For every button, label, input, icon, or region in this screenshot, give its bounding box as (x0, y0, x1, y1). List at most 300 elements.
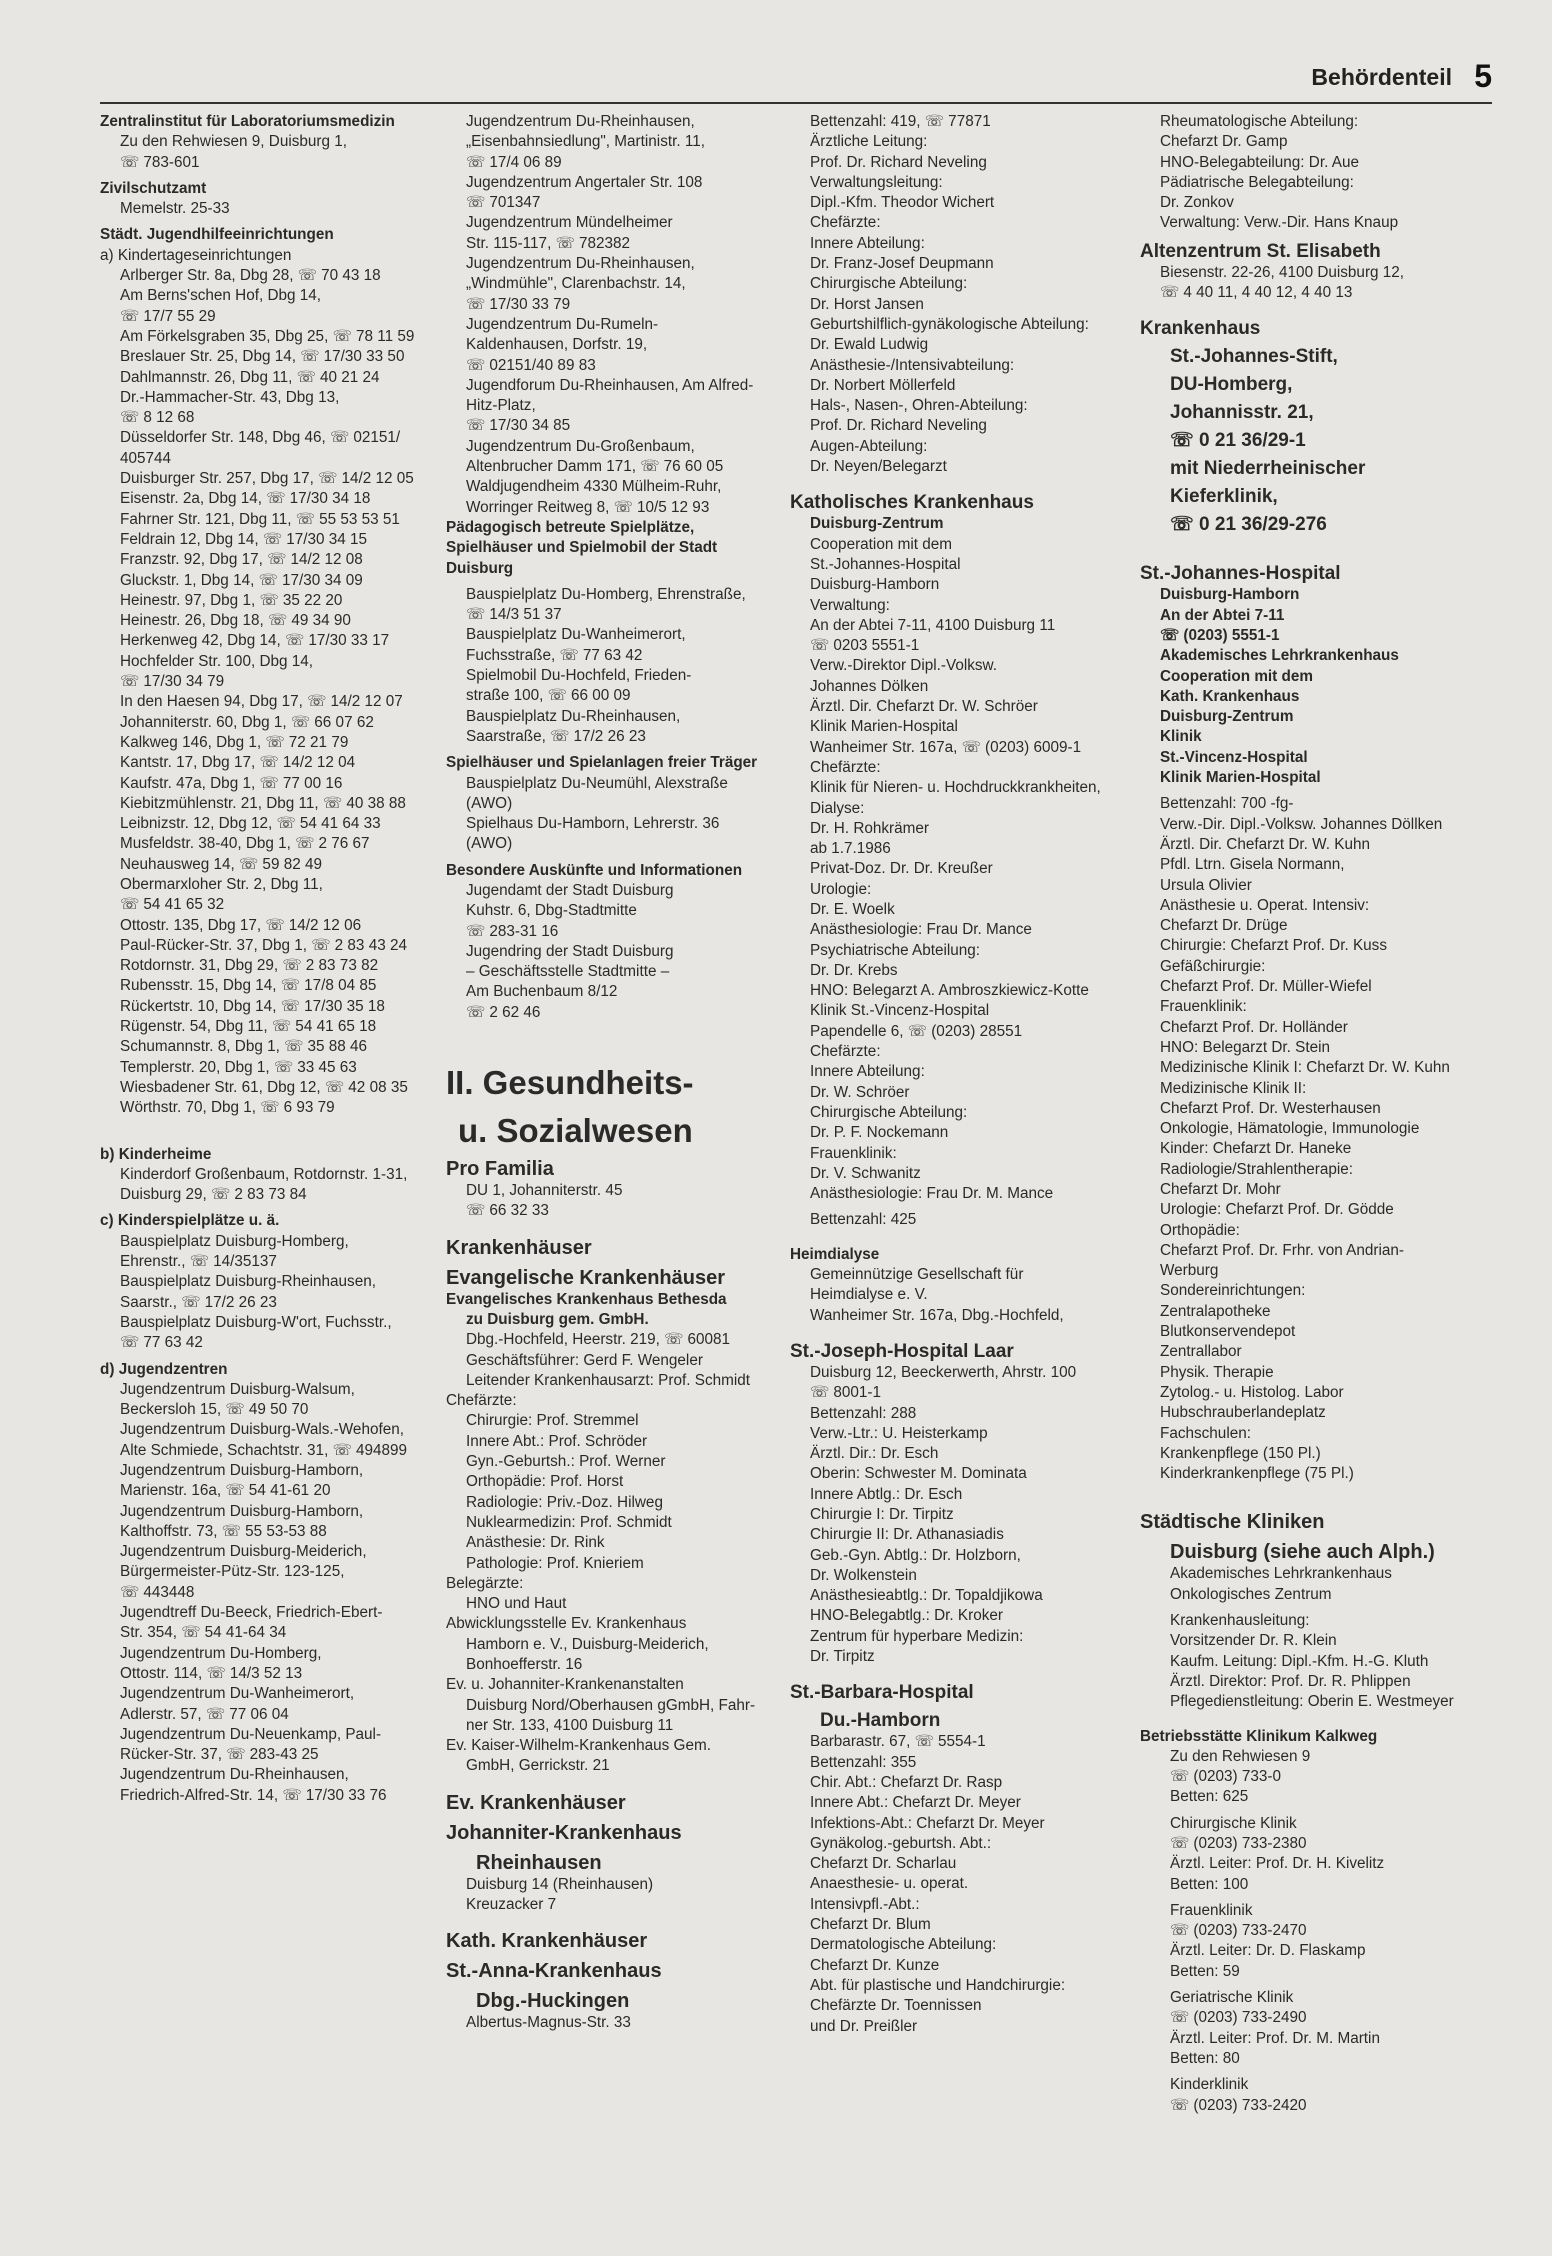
directory-line: Gluckstr. 1, Dbg 14, ☏ 17/30 34 09 (120, 571, 363, 589)
directory-line: Chefarzt Prof. Dr. Müller-Wiefel (1160, 978, 1372, 996)
directory-line: Chefärzte Dr. Toennissen (810, 1997, 982, 2015)
directory-line: Onkologie, Hämatologie, Immunologie (1160, 1120, 1420, 1138)
directory-line: Str. 115-117, ☏ 782382 (466, 234, 630, 252)
directory-line: Rotdornstr. 31, Dbg 29, ☏ 2 83 73 82 (120, 957, 379, 975)
directory-line: zu Duisburg gem. GmbH. (466, 1310, 649, 1328)
directory-line: Rubensstr. 15, Dbg 14, ☏ 17/8 04 85 (120, 977, 377, 995)
directory-line: Pädiatrische Belegabteilung: (1160, 173, 1354, 191)
directory-line: Innere Abt.: Chefarzt Dr. Meyer (810, 1794, 1021, 1812)
directory-line: Johanniterstr. 60, Dbg 1, ☏ 66 07 62 (120, 713, 374, 731)
column-4 (1140, 112, 1492, 2232)
directory-line: Am Förkelsgraben 35, Dbg 25, ☏ 78 11 59 (120, 327, 415, 345)
directory-line: Ärztl. Leiter: Prof. Dr. M. Martin (1170, 2029, 1380, 2047)
directory-line: Klinik St.-Vincenz-Hospital (810, 1002, 990, 1020)
directory-line: Str. 354, ☏ 54 41-64 34 (120, 1624, 287, 1642)
directory-line: Du.-Hamborn (820, 1710, 941, 1732)
directory-line: Dialyse: (810, 799, 865, 817)
directory-line: Ärztl. Dir.: Dr. Esch (810, 1445, 939, 1463)
directory-line: Duisburg 12, Beeckerwerth, Ahrstr. 100 (810, 1363, 1077, 1381)
directory-line: Psychiatrische Abteilung: (810, 941, 981, 959)
directory-line: Verwaltung: (810, 596, 890, 614)
directory-line: Betten: 625 (1170, 1788, 1249, 1806)
directory-line: Jugendzentrum Duisburg-Wals.-Wehofen, (120, 1421, 404, 1439)
directory-line: Katholisches Krankenhaus (790, 492, 1034, 514)
directory-line: Städt. Jugendhilfeeinrichtungen (100, 226, 334, 244)
directory-line: Ärztl. Dir. Chefarzt Dr. W. Schröer (810, 698, 1038, 716)
directory-line: Chirurgische Klinik (1170, 1814, 1297, 1832)
directory-line: Fahrner Str. 121, Dbg 11, ☏ 55 53 53 51 (120, 510, 400, 528)
directory-line: Ärztliche Leitung: (810, 133, 928, 151)
directory-line: c) Kinderspielplätze u. ä. (100, 1212, 280, 1230)
directory-line: Orthopädie: (1160, 1221, 1240, 1239)
directory-line: Dr. P. F. Nockemann (810, 1124, 949, 1142)
section-title: Behördenteil (1311, 64, 1452, 90)
directory-line: Dbg.-Huckingen (476, 1990, 630, 2013)
directory-line: Krankenhaus (1140, 318, 1261, 340)
directory-line: Jugendzentrum Du-Rheinhausen, (466, 255, 695, 273)
directory-line: Bauspielplatz Du-Neumühl, Alexstraße (466, 774, 728, 792)
directory-line: Jugendzentrum Du-Rheinhausen, (120, 1766, 349, 1784)
directory-line: DU 1, Johanniterstr. 45 (466, 1182, 623, 1200)
directory-line: Chefärzte: (810, 1043, 881, 1061)
directory-line: Am Buchenbaum 8/12 (466, 983, 618, 1001)
directory-line: Zu den Rehwiesen 9, Duisburg 1, (120, 133, 348, 151)
directory-line: Paul-Rücker-Str. 37, Dbg 1, ☏ 2 83 43 24 (120, 936, 407, 954)
directory-line: a) Kindertageseinrichtungen (100, 246, 292, 264)
directory-line: Duisburg Nord/Oberhausen gGmbH, Fahr- (466, 1696, 756, 1714)
directory-line: An der Abtei 7-11 (1160, 606, 1285, 624)
directory-line: ☏ 0 21 36/29-276 (1170, 514, 1327, 536)
directory-line: Dr. Wolkenstein (810, 1566, 917, 1584)
directory-line: Dr. Horst Jansen (810, 295, 924, 313)
directory-line: Abwicklungsstelle Ev. Krankenhaus (446, 1615, 687, 1633)
directory-line: ☏ 17/30 34 79 (120, 673, 225, 691)
directory-line: ☏ 783-601 (120, 153, 200, 171)
directory-line: Düsseldorfer Str. 148, Dbg 46, ☏ 02151/ (120, 429, 401, 447)
directory-line: Kaufstr. 47a, Dbg 1, ☏ 77 00 16 (120, 774, 343, 792)
directory-line: Kaufm. Leitung: Dipl.-Kfm. H.-G. Kluth (1170, 1652, 1429, 1670)
directory-line: Dr.-Hammacher-Str. 43, Dbg 13, (120, 388, 340, 406)
directory-line: ☏ 283-31 16 (466, 922, 559, 940)
directory-line: Wiesbadener Str. 61, Dbg 12, ☏ 42 08 35 (120, 1078, 408, 1096)
directory-line: Werburg (1160, 1262, 1219, 1280)
directory-line: Chefärzte: (810, 214, 881, 232)
directory-line: Kalthoffstr. 73, ☏ 55 53-53 88 (120, 1522, 327, 1540)
directory-line: II. Gesundheits- (446, 1064, 694, 1102)
directory-line: Anästhesie-/Intensivabteilung: (810, 356, 1015, 374)
directory-line: Intensivpfl.-Abt.: (810, 1895, 920, 1913)
directory-line: Hals-, Nasen-, Ohren-Abteilung: (810, 397, 1028, 415)
directory-line: Jugendzentrum Duisburg-Meiderich, (120, 1543, 367, 1561)
directory-line: Zentrum für hyperbare Medizin: (810, 1627, 1024, 1645)
directory-line: Radiologie/Strahlentherapie: (1160, 1160, 1354, 1178)
directory-line: Feldrain 12, Dbg 14, ☏ 17/30 34 15 (120, 530, 368, 548)
directory-line: Jugendzentrum Du-Neuenkamp, Paul- (120, 1725, 382, 1743)
directory-line: (AWO) (466, 835, 513, 853)
directory-line: Medizinische Klinik II: (1160, 1079, 1307, 1097)
directory-line: ☏ 77 63 42 (120, 1334, 203, 1352)
directory-line: Kaldenhausen, Dorfstr. 19, (466, 336, 648, 354)
directory-line: Dr. Tirpitz (810, 1648, 875, 1666)
directory-line: Pflegedienstleitung: Oberin E. Westmeyer (1170, 1693, 1454, 1711)
directory-line: Chefarzt Prof. Dr. Holländer (1160, 1018, 1348, 1036)
directory-line: Kinderdorf Großenbaum, Rotdornstr. 1-31, (120, 1165, 408, 1183)
page-header (100, 58, 1492, 104)
directory-line: Frauenklinik (1170, 1901, 1253, 1919)
directory-line: Chefarzt Prof. Dr. Westerhausen (1160, 1099, 1381, 1117)
directory-line: Heimdialyse e. V. (810, 1286, 928, 1304)
directory-line: Kinderklinik (1170, 2076, 1249, 2094)
directory-line: Jugendzentrum Duisburg-Walsum, (120, 1380, 355, 1398)
directory-line: Neuhausweg 14, ☏ 59 82 49 (120, 855, 322, 873)
directory-line: Onkologisches Zentrum (1170, 1585, 1332, 1603)
directory-line: Biesenstr. 22-26, 4100 Duisburg 12, (1160, 263, 1405, 281)
directory-line: Rückertstr. 10, Dbg 14, ☏ 17/30 35 18 (120, 997, 385, 1015)
directory-line: Anaesthesie- u. operat. (810, 1875, 969, 1893)
directory-line: straße 100, ☏ 66 00 09 (466, 687, 631, 705)
directory-line: HNO: Belegarzt Dr. Stein (1160, 1038, 1331, 1056)
directory-line: DU-Homberg, (1170, 374, 1293, 396)
directory-line: Herkenweg 42, Dbg 14, ☏ 17/30 33 17 (120, 632, 390, 650)
directory-line: Leitender Krankenhausarzt: Prof. Schmidt (466, 1371, 750, 1389)
directory-line: Chefarzt Prof. Dr. Frhr. von Andrian- (1160, 1241, 1404, 1259)
directory-line: Verw.-Dir. Dipl.-Volksw. Johannes Döllken (1160, 815, 1443, 833)
directory-line: Infektions-Abt.: Chefarzt Dr. Meyer (810, 1814, 1045, 1832)
directory-line: Ärztl. Direktor: Prof. Dr. R. Phlippen (1170, 1672, 1411, 1690)
column-1 (100, 112, 440, 2232)
directory-line: ☏ (0203) 733-2490 (1170, 2009, 1307, 2027)
directory-line: ☏ 02151/40 89 83 (466, 356, 596, 374)
directory-line: Wörthstr. 70, Dbg 1, ☏ 6 93 79 (120, 1099, 335, 1117)
directory-line: Blutkonservendepot (1160, 1323, 1296, 1341)
directory-line: ☏ 8 12 68 (120, 409, 195, 427)
directory-line: Dr. Norbert Möllerfeld (810, 376, 956, 394)
directory-line: ☏ 17/30 34 85 (466, 417, 571, 435)
directory-line: Pro Familia (446, 1158, 554, 1181)
directory-line: Gynäkolog.-geburtsh. Abt.: (810, 1834, 992, 1852)
directory-line: Ärztl. Leiter: Dr. D. Flaskamp (1170, 1942, 1366, 1960)
directory-line: Dahlmannstr. 26, Dbg 11, ☏ 40 21 24 (120, 368, 380, 386)
directory-line: Johanniter-Krankenhaus (446, 1821, 682, 1844)
directory-line: Ursula Olivier (1160, 876, 1252, 894)
directory-line: „Windmühle", Clarenbachstr. 14, (466, 275, 686, 293)
directory-line: Ärztl. Dir. Chefarzt Dr. W. Kuhn (1160, 835, 1370, 853)
directory-line: Wanheimer Str. 167a, Dbg.-Hochfeld, (810, 1306, 1064, 1324)
directory-line: Chefärzte: (810, 758, 881, 776)
directory-line: ☏ 2 62 46 (466, 1003, 541, 1021)
directory-line: Krankenhäuser (446, 1236, 592, 1259)
directory-line: Abt. für plastische und Handchirurgie: (810, 1976, 1066, 1994)
directory-line: Chefärzte: (446, 1392, 517, 1410)
directory-line: Jugendring der Stadt Duisburg (466, 942, 674, 960)
directory-line: ☏ (0203) 733-0 (1170, 1768, 1281, 1786)
directory-line: Betten: 100 (1170, 1875, 1249, 1893)
directory-line: GmbH, Gerrickstr. 21 (466, 1757, 610, 1775)
directory-line: Bonhoefferstr. 16 (466, 1656, 583, 1673)
directory-line: Pfdl. Ltrn. Gisela Normann, (1160, 856, 1345, 874)
directory-line: Chefarzt Dr. Gamp (1160, 133, 1288, 151)
directory-line: Sondereinrichtungen: (1160, 1282, 1306, 1300)
directory-line: Jugendzentrum Duisburg-Hamborn, (120, 1502, 364, 1520)
directory-line: Altenzentrum St. Elisabeth (1140, 240, 1381, 262)
directory-line: Frauenklinik: (1160, 998, 1247, 1016)
directory-line: St.-Anna-Krankenhaus (446, 1960, 662, 1983)
directory-line: St.-Vincenz-Hospital (1160, 748, 1308, 766)
directory-line: ☏ 17/7 55 29 (120, 307, 216, 325)
directory-line: Kantstr. 17, Dbg 17, ☏ 14/2 12 04 (120, 754, 356, 772)
directory-line: Anästhesiologie: Frau Dr. Mance (810, 921, 1032, 939)
directory-line: und Dr. Preißler (810, 2017, 918, 2035)
directory-line: Dr. Neyen/Belegarzt (810, 458, 947, 476)
directory-line: Waldjugendheim 4330 Mülheim-Ruhr, (466, 478, 722, 496)
directory-line: Betten: 80 (1170, 2049, 1240, 2067)
directory-line: ☏ 4 40 11, 4 40 12, 4 40 13 (1160, 284, 1353, 302)
directory-line: ☏ 701347 (466, 194, 541, 212)
directory-line: Bettenzahl: 355 (810, 1753, 917, 1771)
directory-line: Städtische Kliniken (1140, 1511, 1325, 1534)
directory-line: d) Jugendzentren (100, 1360, 228, 1378)
directory-line: Dr. Zonkov (1160, 194, 1234, 212)
directory-line: „Eisenbahnsiedlung", Martinistr. 11, (466, 133, 705, 151)
directory-line: Albertus-Magnus-Str. 33 (466, 2014, 631, 2032)
directory-line: Rücker-Str. 37, ☏ 283-43 25 (120, 1746, 319, 1764)
directory-line: HNO-Belegabteilung: Dr. Aue (1160, 153, 1359, 171)
directory-line: Jugendzentrum Du-Homberg, (120, 1644, 322, 1662)
directory-line: Evangelische Krankenhäuser (446, 1266, 726, 1289)
directory-line: Chefarzt Dr. Scharlau (810, 1855, 957, 1873)
directory-line: Gyn.-Geburtsh.: Prof. Werner (466, 1453, 666, 1471)
directory-line: Duisburg (siehe auch Alph.) (1170, 1541, 1435, 1564)
directory-line: Jugendtreff Du-Beeck, Friedrich-Ebert- (120, 1604, 383, 1622)
directory-line: Anästhesie: Dr. Rink (466, 1534, 605, 1552)
directory-line: An der Abtei 7-11, 4100 Duisburg 11 (810, 616, 1056, 634)
directory-line: Heinestr. 26, Dbg 18, ☏ 49 34 90 (120, 612, 351, 630)
directory-line: Physik. Therapie (1160, 1363, 1274, 1381)
directory-line: Prof. Dr. Richard Neveling (810, 417, 987, 435)
directory-line: Hitz-Platz, (466, 397, 536, 415)
directory-line: Duisburg 14 (Rheinhausen) (466, 1875, 654, 1893)
directory-line: Kath. Krankenhaus (1160, 687, 1300, 705)
directory-line: Breslauer Str. 25, Dbg 14, ☏ 17/30 33 50 (120, 348, 405, 366)
directory-line: Hamborn e. V., Duisburg-Meiderich, (466, 1635, 709, 1653)
directory-line: Verwaltung: Verw.-Dir. Hans Knaup (1160, 214, 1399, 232)
directory-line: Rheumatologische Abteilung: (1160, 113, 1359, 130)
directory-line: Musfeldstr. 38-40, Dbg 1, ☏ 2 76 67 (120, 835, 370, 853)
directory-line: u. Sozialwesen (458, 1112, 693, 1150)
directory-line: Innere Abteilung: (810, 1063, 925, 1081)
directory-line: ☏ 0 21 36/29-1 (1170, 430, 1306, 452)
directory-line: Dr. Dr. Krebs (810, 961, 898, 979)
directory-line: Duisburg-Hamborn (810, 576, 940, 594)
directory-line: Kinder: Chefarzt Dr. Haneke (1160, 1140, 1352, 1158)
directory-line: – Geschäftsstelle Stadtmitte – (466, 963, 670, 981)
directory-line: Nuklearmedizin: Prof. Schmidt (466, 1513, 672, 1531)
directory-line: Klinik Marien-Hospital (810, 718, 958, 736)
directory-line: 405744 (120, 449, 172, 467)
directory-line: Spielmobil Du-Hochfeld, Frieden- (466, 667, 692, 685)
directory-line: Kiebitzmühlenstr. 21, Dbg 11, ☏ 40 38 88 (120, 794, 406, 812)
directory-line: Hubschrauberlandeplatz (1160, 1404, 1326, 1422)
directory-line: Duisburg-Hamborn (1160, 586, 1300, 604)
directory-line: Vorsitzender Dr. R. Klein (1170, 1632, 1337, 1650)
directory-line: Schumannstr. 8, Dbg 1, ☏ 35 88 46 (120, 1038, 368, 1056)
directory-line: Duisburg-Zentrum (1160, 708, 1294, 726)
directory-line: St.-Joseph-Hospital Laar (790, 1340, 1014, 1362)
directory-line: Zivilschutzamt (100, 179, 207, 197)
directory-line: Urologie: Chefarzt Prof. Dr. Gödde (1160, 1201, 1394, 1219)
directory-line: St.-Johannes-Hospital (1140, 563, 1341, 585)
directory-line: Chir. Abt.: Chefarzt Dr. Rasp (810, 1773, 1003, 1791)
directory-line: Ev. Kaiser-Wilhelm-Krankenhaus Gem. (446, 1737, 711, 1755)
directory-line: Chirurgische Abteilung: (810, 1103, 968, 1121)
directory-line: Fachschulen: (1160, 1424, 1251, 1442)
directory-line: Kuhstr. 6, Dbg-Stadtmitte (466, 902, 637, 920)
directory-line: ☏ 54 41 65 32 (120, 896, 225, 914)
directory-line: Franzstr. 92, Dbg 17, ☏ 14/2 12 08 (120, 551, 363, 569)
directory-line: Leibnizstr. 12, Dbg 12, ☏ 54 41 64 33 (120, 815, 381, 833)
directory-line: Bauspielplatz Duisburg-W'ort, Fuchsstr., (120, 1313, 392, 1331)
directory-line: Jugendforum Du-Rheinhausen, Am Alfred- (466, 376, 754, 394)
directory-line: Chefarzt Dr. Mohr (1160, 1180, 1281, 1198)
directory-line: Duisburg (446, 559, 514, 577)
directory-line: Spielhäuser und Spielanlagen freier Träger (446, 754, 758, 772)
directory-line: Augen-Abteilung: (810, 437, 928, 455)
directory-line: Ev. u. Johanniter-Krankenanstalten (446, 1676, 684, 1694)
directory-line: Zentralapotheke (1160, 1302, 1271, 1320)
directory-line: Chefarzt Dr. Drüge (1160, 917, 1288, 935)
directory-line: Dr. W. Schröer (810, 1083, 910, 1101)
directory-line: Oberin: Schwester M. Dominata (810, 1465, 1027, 1483)
directory-line: Bauspielplatz Duisburg-Homberg, (120, 1232, 349, 1250)
directory-line: Alte Schmiede, Schachtstr. 31, ☏ 494899 (120, 1441, 407, 1459)
directory-line: Betten: 59 (1170, 1962, 1240, 1980)
directory-line: Krankenhausleitung: (1170, 1612, 1310, 1630)
directory-line: Beckersloh 15, ☏ 49 50 70 (120, 1401, 309, 1419)
directory-line: Bettenzahl: 288 (810, 1404, 917, 1422)
directory-line: Akademisches Lehrkrankenhaus (1160, 647, 1399, 665)
directory-line: Jugendzentrum Du-Wanheimerort, (120, 1685, 355, 1703)
directory-line: Bettenzahl: 419, ☏ 77871 (810, 113, 991, 130)
directory-line: (AWO) (466, 794, 513, 812)
directory-line: Adlerstr. 57, ☏ 77 06 04 (120, 1705, 289, 1723)
directory-line: ☏ 443448 (120, 1583, 195, 1601)
directory-line: Bauspielplatz Du-Wanheimerort, (466, 626, 686, 644)
directory-line: Rheinhausen (476, 1851, 602, 1874)
directory-line: Geschäftsführer: Gerd F. Wengeler (466, 1351, 703, 1369)
directory-line: Geburtshilflich-gynäkologische Abteilung: (810, 315, 1089, 333)
directory-line: Barbarastr. 67, ☏ 5554-1 (810, 1733, 986, 1751)
directory-line: In den Haesen 94, Dbg 17, ☏ 14/2 12 07 (120, 693, 403, 711)
directory-line: Dbg.-Hochfeld, Heerstr. 219, ☏ 60081 (466, 1331, 731, 1349)
directory-line: Innere Abtlg.: Dr. Esch (810, 1485, 963, 1503)
directory-line: Radiologie: Priv.-Doz. Hilweg (466, 1493, 663, 1511)
directory-line: Am Berns'schen Hof, Dbg 14, (120, 287, 322, 305)
directory-line: Ottostr. 135, Dbg 17, ☏ 14/2 12 06 (120, 916, 362, 934)
directory-line: ☏ 17/30 33 79 (466, 295, 571, 313)
directory-line: Pädagogisch betreute Spielplätze, (446, 518, 695, 536)
directory-line: Chefarzt Dr. Blum (810, 1916, 931, 1934)
directory-line: Kreuzacker 7 (466, 1896, 557, 1914)
directory-line: Jugendamt der Stadt Duisburg (466, 881, 674, 899)
directory-line: Chirurgische Abteilung: (810, 275, 968, 293)
directory-line: ☏ 8001-1 (810, 1384, 882, 1402)
directory-line: ab 1.7.1986 (810, 840, 891, 858)
directory-line: ☏ 0203 5551-1 (810, 637, 920, 655)
directory-line: Dr. Ewald Ludwig (810, 336, 929, 354)
directory-line: Chirurgie: Chefarzt Prof. Dr. Kuss (1160, 937, 1387, 955)
directory-line: Cooperation mit dem (810, 535, 952, 553)
directory-line: Worringer Reitweg 8, ☏ 10/5 12 93 (466, 498, 710, 516)
directory-line: ☏ 17/4 06 89 (466, 153, 562, 171)
directory-line: ☏ 14/3 51 37 (466, 606, 562, 624)
directory-line: Klinik für Nieren- u. Hochdruckkrankheiten, (810, 779, 1101, 797)
directory-line: Kath. Krankenhäuser (446, 1930, 648, 1953)
directory-line: Kieferklinik, (1170, 486, 1278, 508)
directory-line: ☏ (0203) 733-2380 (1170, 1835, 1307, 1852)
directory-line: Jugendzentrum Angertaler Str. 108 (466, 173, 703, 191)
directory-line: mit Niederrheinischer (1170, 458, 1366, 480)
directory-line: Bauspielplatz Duisburg-Rheinhausen, (120, 1273, 376, 1291)
directory-line: Eisenstr. 2a, Dbg 14, ☏ 17/30 34 18 (120, 490, 371, 508)
directory-line: Papendelle 6, ☏ (0203) 28551 (810, 1022, 1023, 1040)
directory-line: Memelstr. 25-33 (120, 200, 230, 218)
directory-line: Jugendzentrum Mündelheimer (466, 214, 673, 232)
directory-line: Spielhäuser und Spielmobil der Stadt (446, 539, 718, 557)
directory-line: Prof. Dr. Richard Neveling (810, 153, 987, 171)
directory-line: Jugendzentrum Du-Rumeln- (466, 315, 659, 333)
directory-line: Obermarxloher Str. 2, Dbg 11, (120, 875, 323, 893)
directory-line: Cooperation mit dem (1160, 667, 1313, 685)
directory-line: Dr. H. Rohkrämer (810, 819, 929, 837)
directory-line: Gefäßchirurgie: (1160, 957, 1266, 975)
directory-line: Heinestr. 97, Dbg 1, ☏ 35 22 20 (120, 591, 343, 609)
directory-line: Verw.-Ltr.: U. Heisterkamp (810, 1424, 988, 1442)
directory-line: Bettenzahl: 425 (810, 1211, 917, 1229)
directory-line: Innere Abt.: Prof. Schröder (466, 1432, 648, 1450)
directory-line: Hochfelder Str. 100, Dbg 14, (120, 652, 314, 670)
directory-line: HNO: Belegarzt A. Ambroszkiewicz-Kotte (810, 982, 1089, 1000)
directory-line: Friedrich-Alfred-Str. 14, ☏ 17/30 33 76 (120, 1786, 387, 1804)
directory-line: Jugendzentrum Duisburg-Hamborn, (120, 1462, 364, 1479)
directory-line: Heimdialyse (790, 1245, 880, 1263)
directory-line: Frauenklinik: (810, 1144, 897, 1162)
directory-line: Spielhaus Du-Hamborn, Lehrerstr. 36 (466, 815, 720, 833)
directory-line: ☏ (0203) 733-2470 (1170, 1922, 1307, 1940)
directory-line: Anästhesiologie: Frau Dr. M. Mance (810, 1185, 1054, 1203)
directory-line: Ev. Krankenhäuser (446, 1791, 626, 1814)
directory-line: Pathologie: Prof. Knieriem (466, 1554, 644, 1572)
directory-line: Zentrallabor (1160, 1343, 1242, 1361)
directory-line: Jugendzentrum Du-Rheinhausen, (466, 113, 695, 130)
directory-line: Bettenzahl: 700 -fg- (1160, 795, 1294, 813)
directory-line: Bauspielplatz Du-Homberg, Ehrenstraße, (466, 585, 746, 603)
directory-line: Geriatrische Klinik (1170, 1989, 1294, 2007)
directory-line: Chirurgie: Prof. Stremmel (466, 1412, 639, 1430)
directory-line: Dipl.-Kfm. Theodor Wichert (810, 194, 995, 212)
directory-line: Zytolog.- u. Histolog. Labor (1160, 1383, 1344, 1401)
directory-line: Bauspielplatz Du-Rheinhausen, (466, 707, 681, 725)
directory-line: ☏ 66 32 33 (466, 1202, 549, 1220)
directory-line: Duisburger Str. 257, Dbg 17, ☏ 14/2 12 05 (120, 470, 414, 488)
directory-line: Gemeinnützige Gesellschaft für (810, 1266, 1024, 1284)
directory-line: Duisburg 29, ☏ 2 83 73 84 (120, 1186, 307, 1204)
directory-line: Verw.-Direktor Dipl.-Volksw. (810, 657, 998, 675)
directory-line: Dermatologische Abteilung: (810, 1936, 997, 1954)
directory-line: Privat-Doz. Dr. Dr. Kreußer (810, 860, 993, 878)
directory-line: Johannes Dölken (810, 677, 929, 695)
directory-line: Chirurgie I: Dr. Tirpitz (810, 1506, 954, 1523)
directory-line: Bürgermeister-Pütz-Str. 123-125, (120, 1563, 345, 1581)
